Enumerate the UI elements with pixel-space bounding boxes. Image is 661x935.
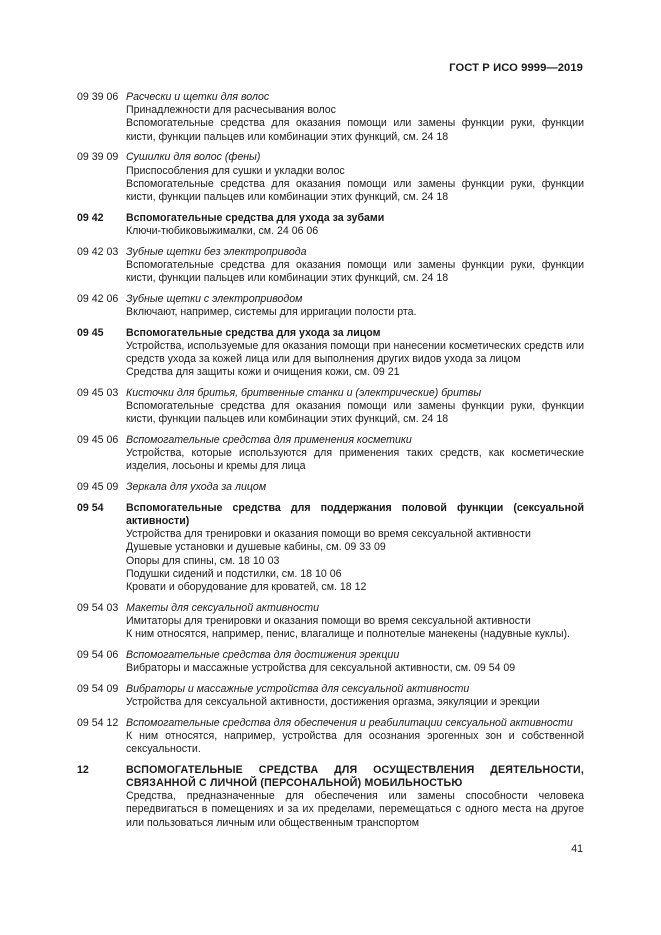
entry-title: Макеты для сексуальной активности xyxy=(126,601,320,614)
entry-code: 09 45 09 xyxy=(77,481,119,494)
entry-body xyxy=(126,387,584,427)
entry-description: Устройства, используемые для оказания помощи при нанесении косметических средств или средств ухода за кожей лица или для выполнения других видов ухода за лицом xyxy=(126,339,584,365)
entry-body xyxy=(126,246,584,286)
entry-body xyxy=(126,481,584,494)
entry-description: Вспомогательные средства для оказания помощи или замены функции руки, функции кисти, функции пальцев или комбинации этих функций, см. 24 18 xyxy=(126,117,584,143)
entry-body xyxy=(126,502,584,594)
entry-09-54-03 xyxy=(77,602,584,642)
entry-title: Зубные щетки без электропривода xyxy=(126,245,307,258)
entry-title: Вспомогательные средства для обеспечения и реабилитации сексуальной активности xyxy=(126,716,573,729)
entry-description: Вспомогательные средства для оказания помощи или замены функции руки, функции кисти, функции пальцев или комбинации этих функций, см. 24 18 xyxy=(126,177,584,203)
entry-body xyxy=(126,434,584,474)
entry-body xyxy=(126,212,584,238)
entry-09-45-06 xyxy=(77,434,584,474)
entry-body xyxy=(126,602,584,642)
entry-body xyxy=(126,717,584,757)
entry-09-42 xyxy=(77,212,584,238)
entry-title: Зеркала для ухода за лицом xyxy=(126,481,267,494)
entry-code: 09 42 03 xyxy=(77,245,119,258)
entry-description: Душевые установки и душевые кабины, см. 09 33 09 xyxy=(126,541,386,554)
entry-09-39-06 xyxy=(77,91,584,144)
entry-description: Опоры для спины, см. 18 10 03 xyxy=(126,554,280,567)
entry-description: Вспомогательные средства для оказания помощи или замены функции руки, функции кисти, функции пальцев или комбинации этих функций, см. 24 18 xyxy=(126,258,584,284)
entry-code: 09 42 xyxy=(77,211,104,224)
entry-09-54-12 xyxy=(77,717,584,757)
entry-title: Зубные щетки с электроприводом xyxy=(126,292,303,305)
entry-09-54-06 xyxy=(77,649,584,675)
entry-description: Вибраторы и массажные устройства для сексуальной активности, см. 09 54 09 xyxy=(126,662,516,675)
entry-12 xyxy=(77,764,584,830)
entry-title: Вибраторы и массажные устройства для сексуальной активности xyxy=(126,682,470,695)
entry-code: 09 54 06 xyxy=(77,648,119,661)
entry-body xyxy=(126,293,584,319)
entry-description: Устройства для сексуальной активности, достижения оргазма, эякуляции и эрекции xyxy=(126,695,540,708)
entry-code: 09 54 03 xyxy=(77,601,119,614)
entry-description: Включают, например, системы для ирригации полости рта. xyxy=(126,305,417,318)
entry-code: 09 45 06 xyxy=(77,433,119,446)
entry-body xyxy=(126,151,584,204)
entry-09-45-09 xyxy=(77,481,584,494)
entry-description: Средства для защиты кожи и очищения кожи, см. 09 21 xyxy=(126,366,400,379)
entry-code: 09 45 03 xyxy=(77,386,119,399)
entry-code: 09 54 09 xyxy=(77,682,119,695)
entry-description: Принадлежности для расчесывания волос xyxy=(126,104,336,117)
entry-title: Расчески и щетки для волос xyxy=(126,91,270,103)
entry-09-45 xyxy=(77,327,584,380)
entry-body xyxy=(126,91,584,144)
entry-title: Вспомогательные средства для ухода за зубами xyxy=(126,211,385,224)
entry-title: Вспомогательные средства для достижения эрекции xyxy=(126,648,400,661)
entry-code: 09 39 09 xyxy=(77,151,119,164)
entry-body xyxy=(126,649,584,675)
entry-description: Вспомогательные средства для оказания помощи или замены функции руки, функции кисти, функции пальцев или комбинации этих функций, см. 24 18 xyxy=(126,400,584,426)
entry-title: Кисточки для бритья, бритвенные станки и (электрические) бритвы xyxy=(126,386,482,399)
entry-description: Устройства для тренировки и оказания помощи во время сексуальной активности xyxy=(126,528,531,541)
entry-code: 09 39 06 xyxy=(77,91,119,103)
entry-09-54 xyxy=(77,502,584,594)
entry-description: Имитаторы для тренировки и оказания помощи во время сексуальной активности xyxy=(126,614,531,627)
entry-code: 12 xyxy=(77,763,89,776)
entry-09-42-03 xyxy=(77,246,584,286)
entry-description: К ним относятся, например, пенис, влагалище и полнотелые манекены (надувные куклы). xyxy=(126,628,570,641)
entry-code: 09 54 12 xyxy=(77,716,119,729)
entry-title: Сушилки для волос (фены) xyxy=(126,151,261,164)
entry-description: Кровати и оборудование для кроватей, см. 18 12 xyxy=(126,581,367,593)
entry-09-39-09 xyxy=(77,151,584,204)
entry-code: 09 42 06 xyxy=(77,292,119,305)
entry-code: 09 45 xyxy=(77,326,104,339)
entry-body xyxy=(126,683,584,709)
entry-description: Ключи-тюбиковыжималки, см. 24 06 06 xyxy=(126,224,319,237)
entry-description: Приспособления для сушки и укладки волос xyxy=(126,164,345,177)
entry-09-45-03 xyxy=(77,387,584,427)
entry-description: К ним относятся, например, устройства для осознания эрогенных зон и собственной сексуальности. xyxy=(126,729,584,756)
entry-description: Подушки сидений и подстилки, см. 18 10 06 xyxy=(126,567,342,580)
entry-body xyxy=(126,764,584,830)
entry-title: ВСПОМОГАТЕЛЬНЫЕ СРЕДСТВА ДЛЯ ОСУЩЕСТВЛЕНИЯ ДЕЯТЕЛЬНОСТИ, СВЯЗАННОЙ С ЛИЧНОЙ (ПЕРСОНАЛЬНОЙ) МОБИЛЬНОСТЬЮ xyxy=(126,763,584,789)
entry-title: Вспомогательные средства для поддержания половой функции (сексуальной активности) xyxy=(126,501,584,527)
entry-title: Вспомогательные средства для применения косметики xyxy=(126,433,412,446)
entry-description: Устройства, которые используются для применения таких средств, как косметические изделия, лосьоны и кремы для лица xyxy=(126,447,584,473)
entry-body xyxy=(126,327,584,380)
entry-09-54-09 xyxy=(77,683,584,709)
standard-header: ГОСТ Р ИСО 9999—2019 xyxy=(449,62,583,74)
entry-description: Средства, предназначенные для обеспечения или замены способности человека передвигаться в помещениях и за их пределами, перемещаться с одного места на другое или пользоваться личным или общественным транспортом xyxy=(126,790,584,829)
entry-title: Вспомогательные средства для ухода за лицом xyxy=(126,326,381,339)
entry-09-42-06 xyxy=(77,293,584,319)
entry-code: 09 54 xyxy=(77,501,104,514)
classification-list xyxy=(77,91,584,837)
page-number: 41 xyxy=(571,843,583,855)
